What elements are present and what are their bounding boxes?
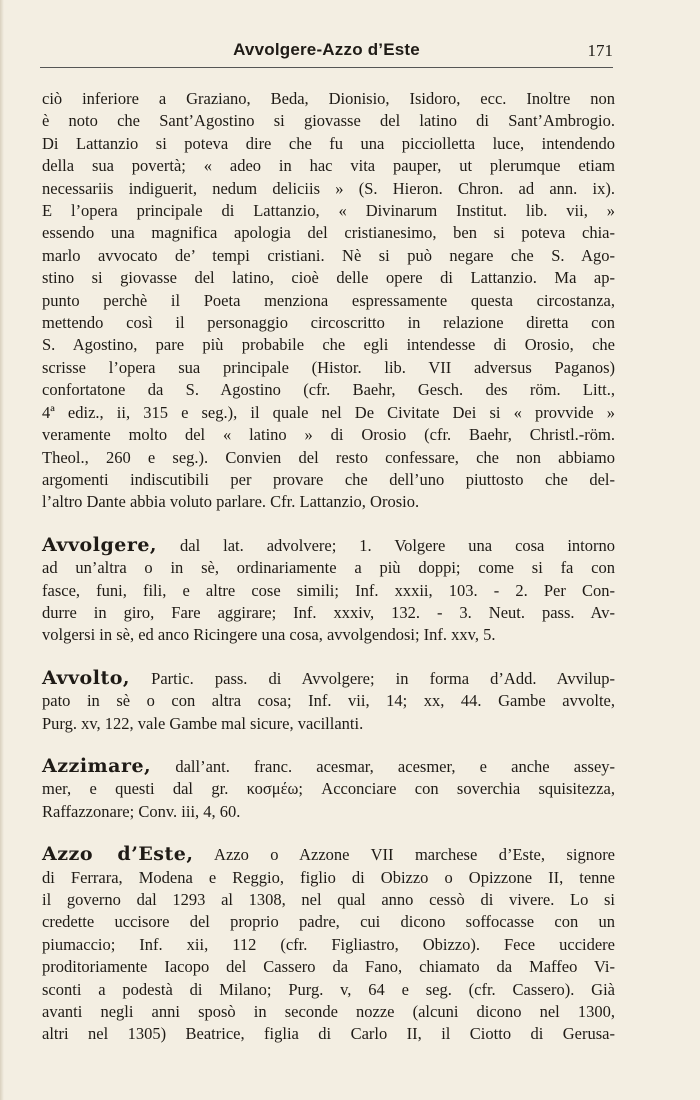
- entry-headword: Avvolgere,: [42, 533, 158, 556]
- text-line: argomenti indiscutibili per provare che dell’uno piuttosto che del-: [42, 469, 615, 489]
- running-title: Avvolgere-Azzo d’Este: [233, 40, 420, 59]
- text-line: della sua povertà; « adeo in hac vita pauper, ut plerumque etiam: [42, 156, 615, 176]
- entry-headword: Azzimare,: [42, 754, 152, 777]
- text-line: stino si giovasse del latino, cioè delle opere di Lattanzio. Ma ap-: [42, 268, 615, 288]
- text-line: Raffazzonare; Conv. iii, 4, 60.: [42, 801, 241, 821]
- page-body: [42, 88, 615, 1046]
- text-line: avanti negli anni sposò in seconde nozze (alcuni dicono nel 1300,: [42, 1002, 615, 1022]
- text-line: sconti a podestà di Milano; Purg. v, 64 e seg. (cfr. Cassero). Già: [42, 979, 615, 999]
- text-line: dall’ant. franc. acesmar, acesmer, e anche assey-: [175, 756, 616, 776]
- text-line: Purg. xv, 122, vale Gambe mal sicure, vacillanti.: [42, 713, 364, 733]
- intro-paragraph: [42, 88, 615, 514]
- text-line: confortatone da S. Agostino (cfr. Baehr, Gesch. des röm. Litt.,: [42, 380, 615, 400]
- text-line: ad un’altra o in sè, ordinariamente a più doppi; come si fa con: [42, 558, 615, 578]
- text-line: E l’opera principale di Lattanzio, « Divinarum Institut. lib. vii, »: [42, 201, 615, 221]
- text-line: Azzo o Azzone VII marchese d’Este, signore: [214, 845, 616, 865]
- text-line: S. Agostino, pare più probabile che egli intendesse di Orosio, che: [42, 335, 615, 355]
- text-line: veramente molto del « latino » di Orosio (cfr. Baehr, Christl.-röm.: [42, 425, 615, 445]
- dictionary-entry-avvolto: [42, 667, 615, 735]
- header-rule: [40, 67, 613, 68]
- entry-headword: Azzo d’Este,: [42, 843, 194, 866]
- dictionary-entry-avvolgere: [42, 534, 615, 647]
- text-line: volgersi in sè, ed anco Ricingere una cosa, avvolgendosi; Inf. xxv, 5.: [42, 625, 496, 645]
- text-line: punto perchè il Poeta menziona espressamente questa circostanza,: [42, 290, 615, 310]
- text-line: fasce, funi, fili, e altre cose simili; Inf. xxxii, 103. - 2. Per Con-: [42, 580, 615, 600]
- text-line: Theol., 260 e seg.). Convien del resto confessare, che non abbiamo: [42, 447, 615, 467]
- entry-headword: Avvolto,: [42, 666, 131, 689]
- text-line: il governo dal 1293 al 1308, nel qual anno cessò di vivere. Lo si: [42, 890, 615, 909]
- text-line: dal lat. advolvere; 1. Volgere una cosa intorno: [180, 535, 616, 555]
- text-line: altri nel 1305) Beatrice, figlia di Carlo II, il Ciotto di Gerusa-: [42, 1024, 615, 1044]
- dictionary-entry-azzo-d-este: [42, 843, 615, 1046]
- text-line: di Ferrara, Modena e Reggio, figlio di Obizzo o Opizzone II, tenne: [42, 867, 615, 887]
- text-line: necessariis indiguerit, nedum deliciis » (S. Hieron. Chron. ad ann. ix).: [42, 178, 615, 198]
- text-line: mettendo così il personaggio circoscritto in relazione diretta con: [42, 313, 615, 333]
- text-line: mer, e questi dal gr. κοσμέω; Acconciare con soverchia squisitezza,: [42, 779, 615, 799]
- text-line: scrisse l’opera sua principale (Histor. lib. VII adversus Paganos): [42, 357, 615, 377]
- text-line: credette uccisore del proprio padre, cui dicono soffocasse con un: [42, 912, 615, 932]
- page-edge: [0, 0, 4, 1100]
- text-line: l’altro Dante abbia voluto parlare. Cfr. Lattanzio, Orosio.: [42, 492, 420, 512]
- text-line: ciò inferiore a Graziano, Beda, Dionisio, Isidoro, ecc. Inoltre non: [42, 89, 615, 108]
- text-line: pato in sè o con altra cosa; Inf. vii, 14; xx, 44. Gambe avvolte,: [42, 691, 615, 711]
- text-line: essendo una magnifica apologia del cristianesimo, ben si poteva chia-: [42, 223, 615, 243]
- page-number: 171: [587, 41, 613, 60]
- text-line: Partic. pass. di Avvolgere; in forma d’Add. Avvilup-: [151, 668, 615, 688]
- text-line: Di Lattanzio si poteva dire che fu una picciolletta luce, intendendo: [42, 133, 615, 153]
- text-line: 4ª ediz., ii, 315 e seg.), il quale nel De Civitate Dei si « provvide »: [42, 402, 615, 422]
- text-line: durre in giro, Fare aggirare; Inf. xxxiv, 132. - 3. Neut. pass. Av-: [42, 602, 615, 622]
- text-line: marlo avvocato de’ tempi cristiani. Nè si può negare che S. Ago-: [42, 245, 615, 265]
- dictionary-entry-azzimare: [42, 755, 615, 823]
- text-line: piumaccio; Inf. xii, 112 (cfr. Figliastro, Obizzo). Fece uccidere: [42, 934, 615, 954]
- running-header: [40, 40, 613, 70]
- text-line: proditoriamente Iacopo del Cassero da Fano, chiamato da Maffeo Vi-: [42, 957, 615, 977]
- text-line: è noto che Sant’Agostino si giovasse del latino di Sant’Ambrogio.: [42, 111, 615, 131]
